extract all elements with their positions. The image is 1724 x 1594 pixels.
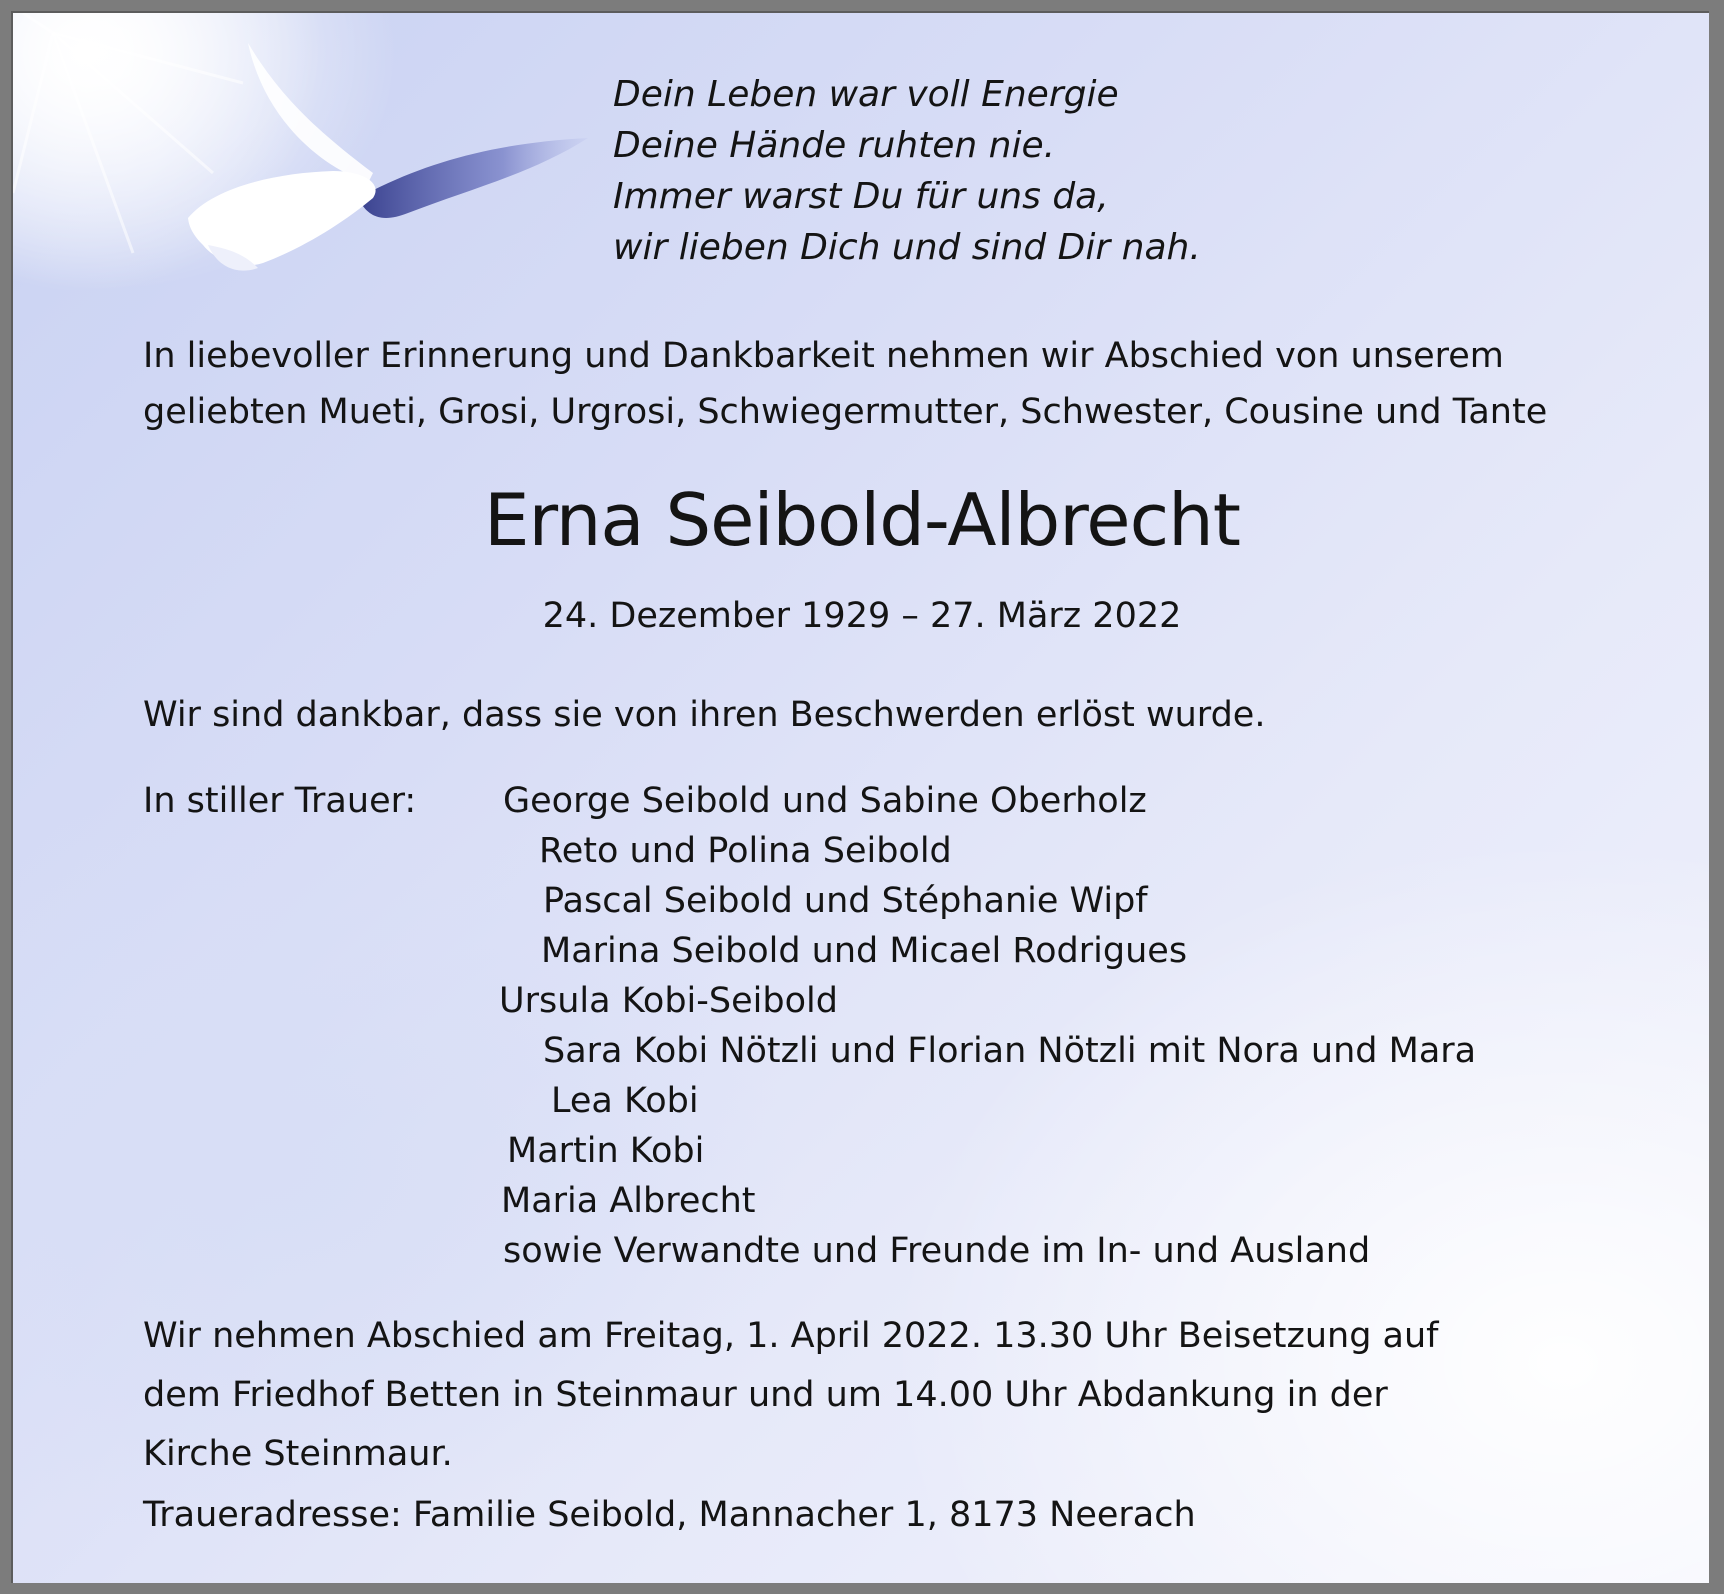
mourner-line: Lea Kobi <box>551 1081 699 1121</box>
mourner-line: Martin Kobi <box>507 1131 705 1171</box>
intro-line: geliebten Mueti, Grosi, Urgrosi, Schwiegermutter, Schwester, Cousine und Tante <box>143 392 1548 432</box>
mourning-address: Traueradresse: Familie Seibold, Mannacher 1, 8173 Neerach <box>143 1495 1196 1535</box>
obituary-notice <box>11 11 1709 1583</box>
mourner-line: sowie Verwandte und Freunde im In- und Ausland <box>503 1231 1371 1271</box>
intro-text <box>143 328 1547 440</box>
mourner-line: Maria Albrecht <box>501 1181 756 1221</box>
ceremony-line: Kirche Steinmaur. <box>143 1434 453 1474</box>
mourner-line: Marina Seibold und Micael Rodrigues <box>541 931 1188 971</box>
mourner-line: George Seibold und Sabine Oberholz <box>503 781 1147 821</box>
ceremony-line: dem Friedhof Betten in Steinmaur und um 14.00 Uhr Abdankung in der <box>143 1375 1388 1415</box>
ceremony-line: Wir nehmen Abschied am Freitag, 1. April 2022. 13.30 Uhr Beisetzung auf <box>143 1316 1439 1356</box>
poem-line: Dein Leben war voll Energie <box>613 74 1119 115</box>
mourner-line: Sara Kobi Nötzli und Florian Nötzli mit Nora und Mara <box>543 1031 1477 1071</box>
mourner-line: Ursula Kobi-Seibold <box>499 981 838 1021</box>
poem-line: wir lieben Dich und sind Dir nah. <box>613 227 1201 268</box>
poem-line: Deine Hände ruhten nie. <box>613 125 1056 166</box>
mourning-label: In stiller Trauer: <box>143 781 417 821</box>
life-dates: 24. Dezember 1929 – 27. März 2022 <box>542 596 1182 636</box>
poem-line: Immer warst Du für uns da, <box>613 176 1109 217</box>
gratitude-text: Wir sind dankbar, dass sie von ihren Beschwerden erlöst wurde. <box>143 695 1266 735</box>
dove-icon <box>13 13 633 313</box>
ceremony-details <box>143 1307 1439 1484</box>
intro-line: In liebevoller Erinnerung und Dankbarkeit nehmen wir Abschied von unserem <box>143 336 1504 376</box>
mourner-line: Reto und Polina Seibold <box>539 831 952 871</box>
poem <box>613 69 1201 273</box>
deceased-name: Erna Seibold-Albrecht <box>483 478 1241 562</box>
mourner-line: Pascal Seibold und Stéphanie Wipf <box>543 881 1148 921</box>
